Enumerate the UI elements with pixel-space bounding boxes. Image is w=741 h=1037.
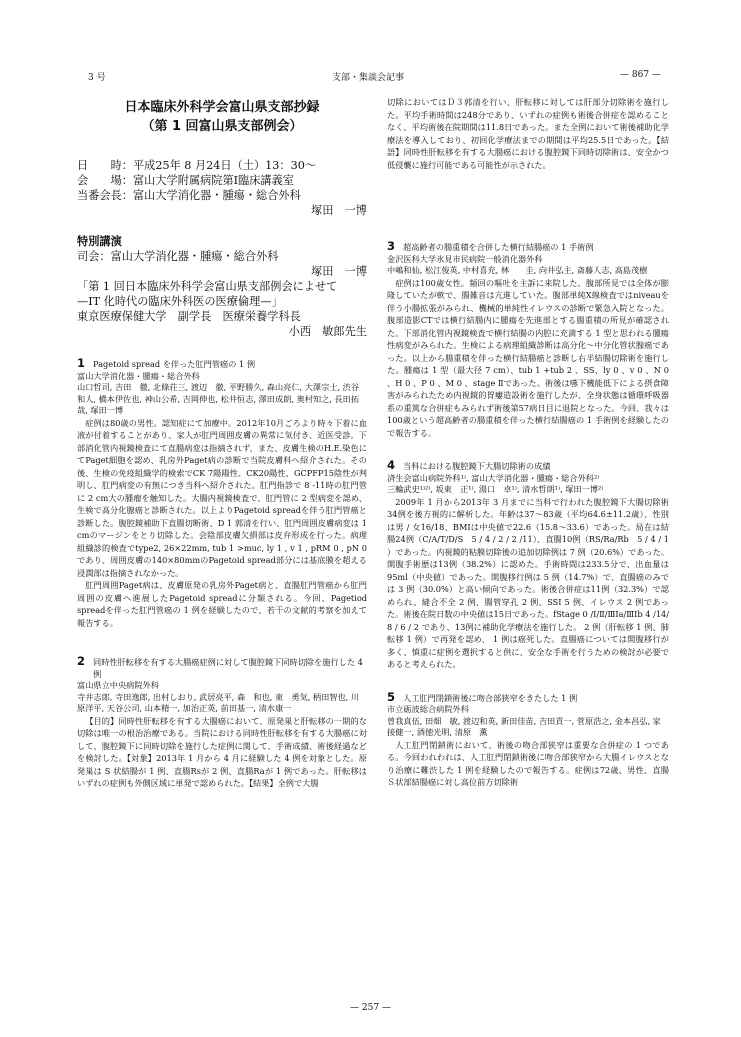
page-title — [77, 98, 367, 136]
abstract-title: Pagetoid spread を伴った肛門管癌の 1 例 — [93, 359, 256, 369]
meeting-info — [77, 158, 367, 218]
abstract-authors: 市立砺波総合病院外科 曽我真伍, 田畑 敏, 渡辺和英, 新田佳苗, 吉田貢一, 菅原浩之, 金本昌弘, 家接健一, 酒徳光明, 清原 薫 — [387, 704, 661, 737]
venue-value: 富山大学附属病院第Ⅰ臨床講義室 — [132, 174, 294, 187]
abstract-title: 当科における腹腔鏡下大腸切除術の成績 — [403, 461, 551, 471]
lecture-chair: 司会：富山大学消化器・腫瘍・総合外科 — [77, 250, 279, 263]
issue-number: 3 号 — [88, 73, 106, 83]
meeting-venue — [77, 173, 367, 188]
right-column — [387, 96, 669, 789]
host-name: 塚田 一博 — [311, 204, 367, 217]
lecture-title-1: 「第 1 回日本臨床外科学会富山県支部例会によせて — [77, 280, 338, 293]
lecture-chair-name: 塚田 一博 — [311, 265, 367, 278]
meeting-date — [77, 158, 367, 173]
host-label: 当番会長： — [77, 189, 133, 202]
abstract-body — [77, 417, 367, 630]
host-value: 富山大学消化器・腫瘍・総合外科 — [132, 189, 301, 202]
abstract-number: 2 — [77, 654, 86, 668]
title-line-1: 日本臨床外科学会富山県支部抄録 — [124, 100, 320, 115]
abstract-paragraph: 【目的】同時性肝転移を有する大腸癌において、原発巣と肝転移の一期的な切除は唯一の根治治療である。当院における同時性肝転移を有する大腸癌に対して、腹腔鏡下に同時切除を施行した症例に関して、手術成績、術後経過などを検討した。【対象】2013年 1 月から 4 月に経験した 4 例を対象とした。原発巣は S 状結腸が 1 例、直腸Rsが 2 例、直腸Raが 1 例であった。肝転移はいずれの症例も外側区域に単発で認められた。【結果】全例で大腸 — [77, 715, 367, 788]
abstract-paragraph: 2009年 1 月から2013年 3 月までに当科で行われた腹腔鏡下大腸切除術34例を後方視的に解析した。年齢は37〜83歳（平均64.6±11.2歳）、性別は男 / 女16/18、BMIは中央値で22.6（15.8〜33.6）であった。局在は結腸24例（C/A/T/D/S 5 / 4 / 2 / 2 /11）、直腸10例（RS/Ra/Rb 5 / 4 / 1 ）であった。内視鏡的粘膜切除後の追加切除例は 7 例（20.6%）であった。開腹手術歴は13例（38.2%）に認めた。手術時間は233.5分で、出血量は95ml（中央値）であった。開腹移行例は 5 例（14.7%）で、直腸癌のみでは 3 例（30.0%）と高い傾向であった。術後合併症は11例（32.3%）で認められ、縫合不全 2 例、腸管穿孔 2 例、SSI 5 例、イレウス 2 例であった。術後在院日数の中央値は15日であった。fStage 0 /Ⅰ/Ⅱ/ⅢIa/ⅢIb 4 /14/ 8 / 6 / 2 であり、13例に補助化学療法を施行した。 2 例（肝転移 1 例、肺転移 1 例）で再発を認め、 1 例は癌死した。直腸癌については開腹移行が多く、慎重に症例を選択すると供に、安全な手術を行うための検討が必要であると考えられた。 — [387, 496, 669, 669]
meeting-host — [77, 188, 367, 203]
abstract-number: 3 — [387, 239, 396, 253]
section-name: 支部・集談会記事 — [332, 73, 405, 83]
abstract-authors: 富山県立中央病院外科 寺井志郎, 寺田逸郎, 出村しおり, 武居亮平, 森 和也, 東 勇気, 柄田智也, 川原洋平, 天谷公司, 山本精一, 加治正英, 前田基一, 清水康一 — [77, 680, 360, 713]
lecture-title-2: —IT 化時代の臨床外科医の医療倫理—」 — [77, 295, 283, 308]
abstract-number: 5 — [387, 689, 396, 704]
abstract-body — [387, 739, 669, 789]
abstract-paragraph: 人工肛門閉鎖術において、術後の吻合部狭窄は重要な合併症の 1 つである。今回われわれは、人工肛門閉鎖術後に吻合部狭窄から大腸イレウスとなり治療に難渋した 1 例を経験したので報告する。症例は72歳、男性、直腸Ｓ状部結腸癌に対し高位前方切除術 — [387, 739, 669, 787]
abstract-paragraph: 切除においてはＤ３郭清を行い、肝転移に対しては肝部分切除術を施行した。平均手術時間は248分であり、いずれの症例も術後合併症を認めることなく、平均術後在院期間は11.8日であった。また全例において術後補助化学療法を導入しており、初回化学療法までの期間は平均25.5日であった。【結語】同時性肝転移を有する大腸癌における腹腔鏡下同時切除術は、安全かつ低侵襲に施行可能である可能性が示された。 — [387, 97, 669, 170]
title-line-2: （第 1 回富山県支部例会） — [141, 119, 303, 134]
page-footer: — 257 — — [350, 1003, 391, 1013]
abstract-paragraph: 肛門周囲Paget病は、皮膚原発の乳房外Paget病と、直腸肛門管癌から肛門周囲の皮膚へ進展したPagetoid spreadに分類される。今回、Pagetiod spreadを伴った肛門管癌の 1 例を経験したので、若干の文献的考察を加えて報告する。 — [77, 580, 367, 628]
special-lecture — [77, 234, 367, 339]
abstract-number: 4 — [387, 458, 396, 472]
abstract-title: 人工肛門閉鎖術後に吻合部狭窄をきたした 1 例 — [403, 692, 578, 703]
date-label: 日 時： — [77, 159, 133, 172]
abstract-paragraph: 症例は100歳女性。頻回の嘔吐を主訴に来院した。腹部所見では全体が膨隆していたが軟で、腸雑音は亢進していた。腹部単純X線検査ではniveauを伴う小腸拡張がみられ、機械的単純性イレウスの診断で緊急入院となった。腹部造影CTでは横行結腸内に腫瘍を先進部とする腸重積の所見が確認された。下部消化管内視鏡検査で横行結腸の内腔に充満する 1 型と思われる腫瘍性病変がみられた。生検による病理組織診断は高分化〜中分化管状腺癌であった。以上から腸重積を伴った横行結腸癌と診断し右半結腸切除術を施行した。腫瘍は 1 型（最大径 7 cm）、tub 1 +tub 2 、SS、ly 0 、v 0 、N 0 、H 0 、P 0 、M 0 、stage Ⅱであった。術後は嚥下機能低下による摂食障害がみられたため内視鏡的胃瘻造設術を施行したが、全身状態は循環呼吸器系の重篤な合併症もみられず術後第57病日目に退院となった。今回、我々は100歳という超高齢者の腸重積を伴った横行結腸癌の 1 手術例を経験したので報告する。 — [387, 277, 669, 438]
abstract-4 — [387, 459, 669, 671]
lecture-speaker-name: 小西 敏郎先生 — [288, 325, 367, 338]
left-column — [77, 96, 367, 827]
venue-label: 会 場： — [77, 174, 133, 187]
abstract-1 — [77, 357, 367, 629]
running-header — [0, 70, 741, 84]
abstract-body — [387, 277, 669, 440]
abstract-body-part2 — [387, 96, 669, 222]
abstract-2 — [77, 655, 367, 827]
abstract-number: 1 — [77, 356, 86, 370]
abstract-body — [387, 496, 669, 671]
abstract-authors: 済生会富山病院外科¹⁾, 富山大学消化器・腫瘍・総合外科²⁾ 三輪武史¹⁾²⁾, 坂東 正¹⁾, 湯口 卓¹⁾, 清水哲朗¹⁾, 塚田一博²⁾ — [387, 472, 604, 494]
lecture-heading: 特別講演 — [77, 235, 122, 248]
abstract-3 — [387, 240, 669, 439]
abstract-5 — [387, 691, 669, 789]
date-value: 平成25年 8 月24日（土）13：30〜 — [132, 159, 317, 172]
abstract-title: 超高齢者の腸重積を合併した横行結腸癌の 1 手術例 — [403, 242, 594, 252]
abstract-authors: 金沢医科大学氷見市民病院一般消化器外科 中嶋和仙, 松江俊英, 中村喜充, 林 圭, 向井弘主, 斎藤人志, 高島茂樹 — [387, 253, 648, 275]
abstract-authors: 富山大学消化器・腫瘍・総合外科 山口哲司, 吉田 徹, 北條荘三, 渡辺 徹, 平野勝久, 森山亮仁, 大澤宗士, 渋谷和人, 橋本伊佐也, 神山公希, 吉岡伸也, 松井恒志, 澤田成朗, 奥村知之, 長田拓哉, 塚田一博 — [77, 370, 360, 415]
lecture-speaker: 東京医療保健大学 副学長 医療栄養学科長 — [77, 310, 301, 323]
abstract-title: 同時性肝転移を有する大腸癌症例に対して腹腔鏡下同時切除を施行した 4 例 — [93, 657, 363, 679]
abstract-paragraph: 症例は80歳の男性。認知症にて加療中。2012年10月ごろより時々下着に血液が付着することがあり、家人が肛門周囲皮膚の異常に気付き、近医受診。下部消化管内視鏡検査にて直腸病変は指摘されず、また、皮膚生検のH.E.染色にてPaget細胞を認め、乳房外Paget病の診断で当院皮膚科へ紹介された。その後、生検の免疫組織学的検索でCK 7陽陽性、CK20陽性、GCPFP15陰性が判明し、肛門病変の有無につき当科へ紹介された。肛門指診で 8 -11時の肛門管に 2 cm大の腫瘤を触知した。大腸内視鏡検査で、肛門管に 2 型病変を認め、生検で高分化腺癌と診断された。以上よりPagetoid spreadを伴う肛門管癌と診断した。腹腔鏡補助下直腸切断術、D 1 郭清を行い、肛門周囲皮膚病変は 1 cmのマージンをとり切除した。会陰部皮膚欠損部は皮弁形成を行った。病理組織診的検査でtype2, 26×22mm, tub 1 >muc, ly 1 , v 1 , pRM 0 , pN 0 であり、周囲皮膚の140×80mmのPagetoid spread部分には基底膜を超える浸潤部は指摘されなかった。 — [77, 417, 367, 578]
abstract-body-part1 — [77, 715, 367, 827]
page-number: — 867 — — [620, 70, 661, 80]
